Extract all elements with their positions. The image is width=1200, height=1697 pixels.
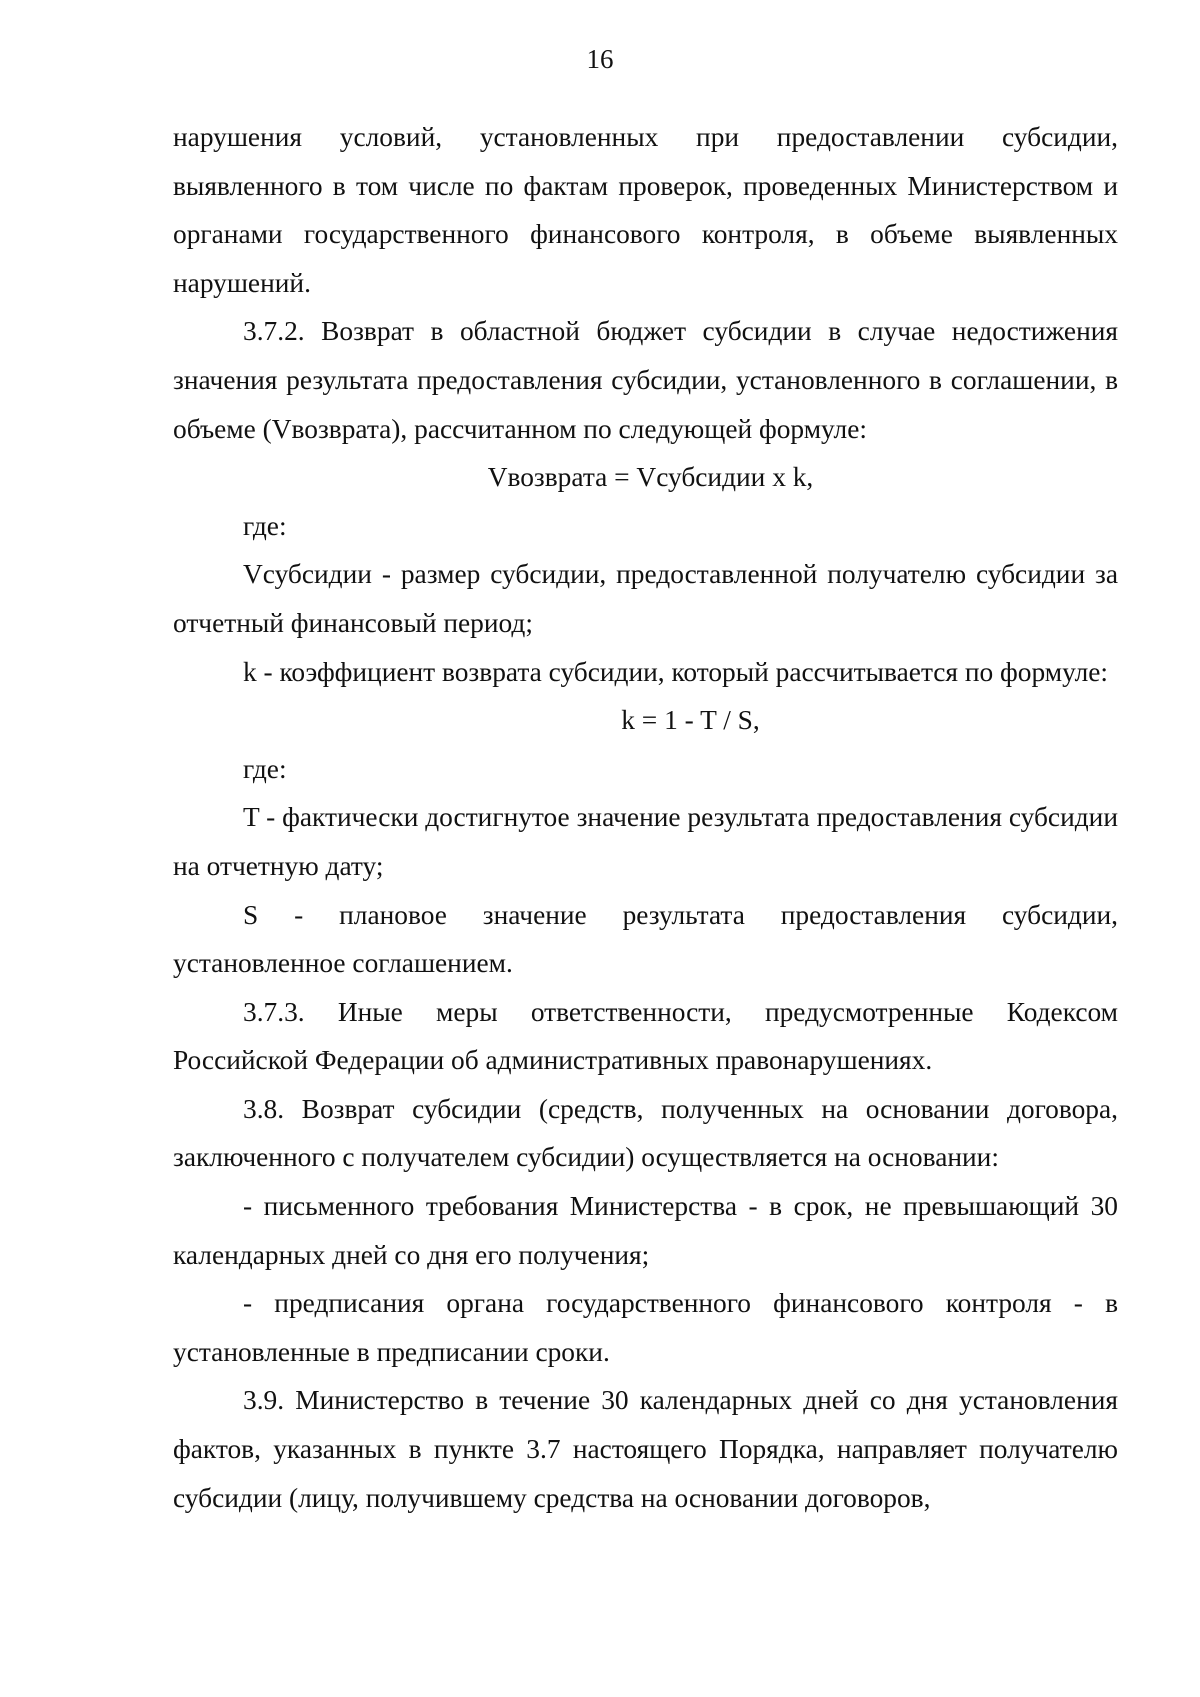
paragraph-3-8: 3.8. Возврат субсидии (средств, полученных на основании договора, заключенного с получателем субсидии) осуществляется на основании:	[173, 1093, 1118, 1173]
definition-k: k - коэффициент возврата субсидии, который рассчитывается по формуле:	[243, 656, 1109, 687]
formula-k: k = 1 - T / S,	[621, 705, 760, 736]
paragraph-3-7-2: 3.7.2. Возврат в областной бюджет субсидии в случае недостижения значения результата предоставления субсидии, установленного в соглашении, в объеме (Vвозврата), рассчитанном по следующей формуле:	[173, 316, 1118, 444]
definition-v-subsidy: Vсубсидии - размер субсидии, предоставленной получателю субсидии за отчетный финансовый период;	[173, 559, 1118, 638]
paragraph-3-7-3: 3.7.3. Иные меры ответственности, предусмотренные Кодексом Российской Федерации об административных правонарушениях.	[173, 996, 1118, 1076]
paragraph-3-9: 3.9. Министерство в течение 30 календарных дней со дня установления фактов, указанных в пункте 3.7 настоящего Порядка, направляет получателю субсидии (лицу, получившему средства на основании договоров,	[173, 1385, 1118, 1513]
definition-t: T - фактически достигнутое значение результата предоставления субсидии на отчетную дату;	[173, 802, 1118, 881]
where-label-1: где:	[243, 510, 287, 541]
paragraph-violation-continuation: нарушения условий, установленных при предоставлении субсидии, выявленного в том числе по фактам проверок, проведенных Министерством и органами государственного финансового контроля, в объеме выявленных нарушений.	[173, 122, 1118, 298]
list-item-control-order: - предписания органа государственного финансового контроля - в установленные в предписании сроки.	[173, 1288, 1118, 1367]
document-body	[173, 113, 1118, 1522]
where-label-2: где:	[243, 753, 287, 784]
list-item-ministry-demand: - письменного требования Министерства - в срок, не превышающий 30 календарных дней со дня его получения;	[173, 1191, 1118, 1270]
page-number: 16	[586, 44, 614, 74]
formula-v-return: Vвозврата = Vсубсидии x k,	[487, 462, 814, 493]
definition-s: S - плановое значение результата предоставления субсидии, установленное соглашением.	[173, 899, 1118, 979]
